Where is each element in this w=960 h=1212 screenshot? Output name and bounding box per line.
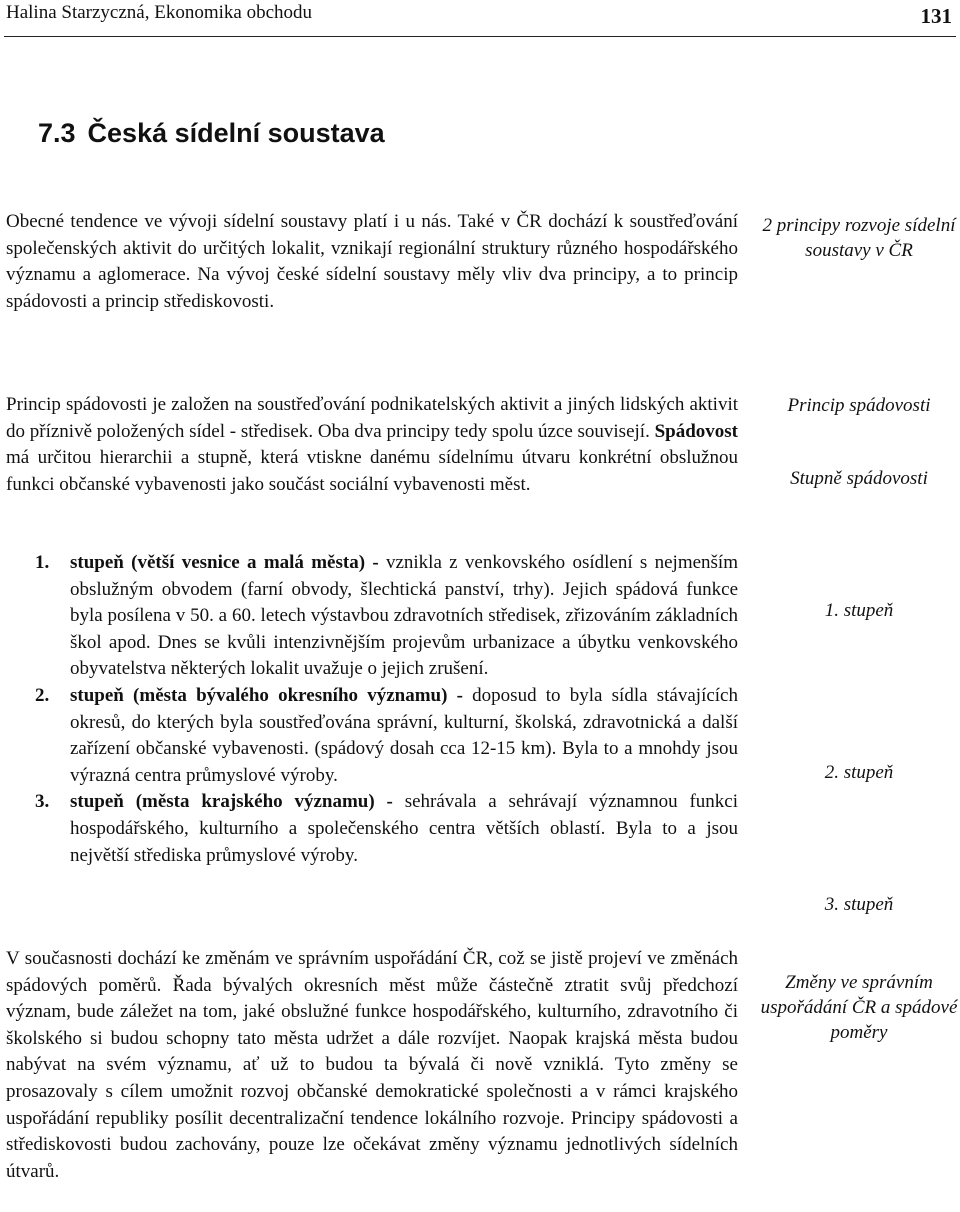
section-number: 7.3: [38, 118, 76, 148]
list-item: [6, 789, 738, 869]
margin-note-level3: 3. stupeň: [824, 894, 894, 915]
list-item-marker: 2.: [35, 684, 50, 706]
page-header: [6, 0, 952, 30]
list-item-marker: 1.: [35, 552, 50, 573]
paragraph-catchment-part1: Princip spádovosti je založen na soustřeďování podnikatelských aktivit a jiných lidských aktivit do příznivě položených sídel - středisek. Oba dva principy tedy spolu úzce souvisejí.: [6, 394, 738, 442]
margin-note-catchment: Princip spádovosti: [787, 395, 931, 416]
list-item-heading: stupeň (města bývalého okresního významu) -: [70, 684, 463, 706]
margin-note-level2: 2. stupeň: [824, 762, 894, 783]
margin-note-level1: 1. stupeň: [824, 600, 894, 621]
paragraph-changes: [6, 946, 738, 1185]
header-divider: [4, 36, 956, 37]
paragraph-intro: [6, 209, 738, 315]
list-item-text: sehrávala a sehrávají významnou funkci hospodářského, kulturního a společenského centra větších oblastí. Byla to a jsou největší střediska průmyslové výroby.: [70, 791, 739, 866]
paragraph-catchment-bold: Spádovost: [654, 420, 738, 442]
paragraph-catchment-text: [6, 392, 738, 498]
section-title-text: Česká sídelní soustava: [87, 118, 385, 148]
catchment-levels-list: [6, 550, 738, 869]
list-item-text: doposud to byla sídla stávajících okresů, do kterých byla soustřeďována správní, kulturní, školská, zdravotnická a další zařízení občanské vybavenosti. (spádový dosah cca 12-15 km). Byla to a mnohdy jsou výrazná centra průmyslové výroby.: [70, 684, 738, 786]
margin-note-changes: Změny ve správním uspořádání ČR a spádové poměry: [760, 972, 958, 1043]
page-number: 131: [920, 4, 952, 28]
list-item-heading: stupeň (větší vesnice a malá města) -: [70, 552, 379, 573]
margin-note-levels: Stupně spádovosti: [790, 468, 928, 489]
margin-note-principles: 2 principy rozvoje sídelní soustavy v ČR: [762, 215, 956, 261]
paragraph-changes-text: V současnosti dochází ke změnám ve správním uspořádání ČR, což se jistě projeví ve změnách spádových poměrů. Řada bývalých okresních měst může částečně ztratit svůj předchozí význam, bude záležet na tom, jaké obslužné funkce hospodářského, kulturního, zdravotního či školského si budou schopny tato města udržet a dále rozvíjet. Naopak krajská města budou nabývat na svém významu, ať už to budou ta bývalá či nově vzniklá. Tyto změny se prosazovaly s cílem umožnit rozvoj občanské demokratické společnosti a v rámci krajského uspořádání republiky posílit decentralizační tendence lokálního rozvoje. Principy spádovosti a střediskovosti budou zachovány, pouze lze očekávat změny významu jednotlivých sídelních útvarů.: [6, 948, 738, 1182]
list-item: [6, 683, 738, 789]
list-item-text: vznikla z venkovského osídlení s nejmenším obslužným obvodem (farní obvody, šlechtická panství, trhy). Jejich spádová funkce byla posílena v 50. a 60. letech výstavbou zdravotních středisek, zřizováním základních škol apod. Dnes se kvůli intenzivnějším projevům urbanizace a úbytku venkovského obyvatelstva některých lokalit uvažuje o jejich zrušení.: [70, 552, 738, 680]
list-item-heading: stupeň (města krajského významu) -: [70, 791, 393, 813]
paragraph-catchment: [6, 392, 738, 498]
paragraph-intro-text: Obecné tendence ve vývoji sídelní soustavy platí i u nás. Také v ČR dochází k soustřeďování společenských aktivit do určitých lokalit, vznikají regionální struktury různého hospodářského významu a aglomerace. Na vývoj české sídelní soustavy měly vliv dva principy, a to princip spádovosti a princip střediskovosti.: [6, 211, 738, 312]
paragraph-catchment-part2: má určitou hierarchii a stupně, která vtiskne danému sídelnímu útvaru konkrétní obslužnou funkci občanské vybavenosti jako součást sociální vybavenosti měst.: [6, 447, 738, 495]
header-author: Halina Starzyczná, Ekonomika obchodu: [6, 2, 313, 23]
section-title: [38, 118, 385, 149]
list-item: [6, 550, 738, 683]
list-item-marker: 3.: [35, 791, 50, 813]
